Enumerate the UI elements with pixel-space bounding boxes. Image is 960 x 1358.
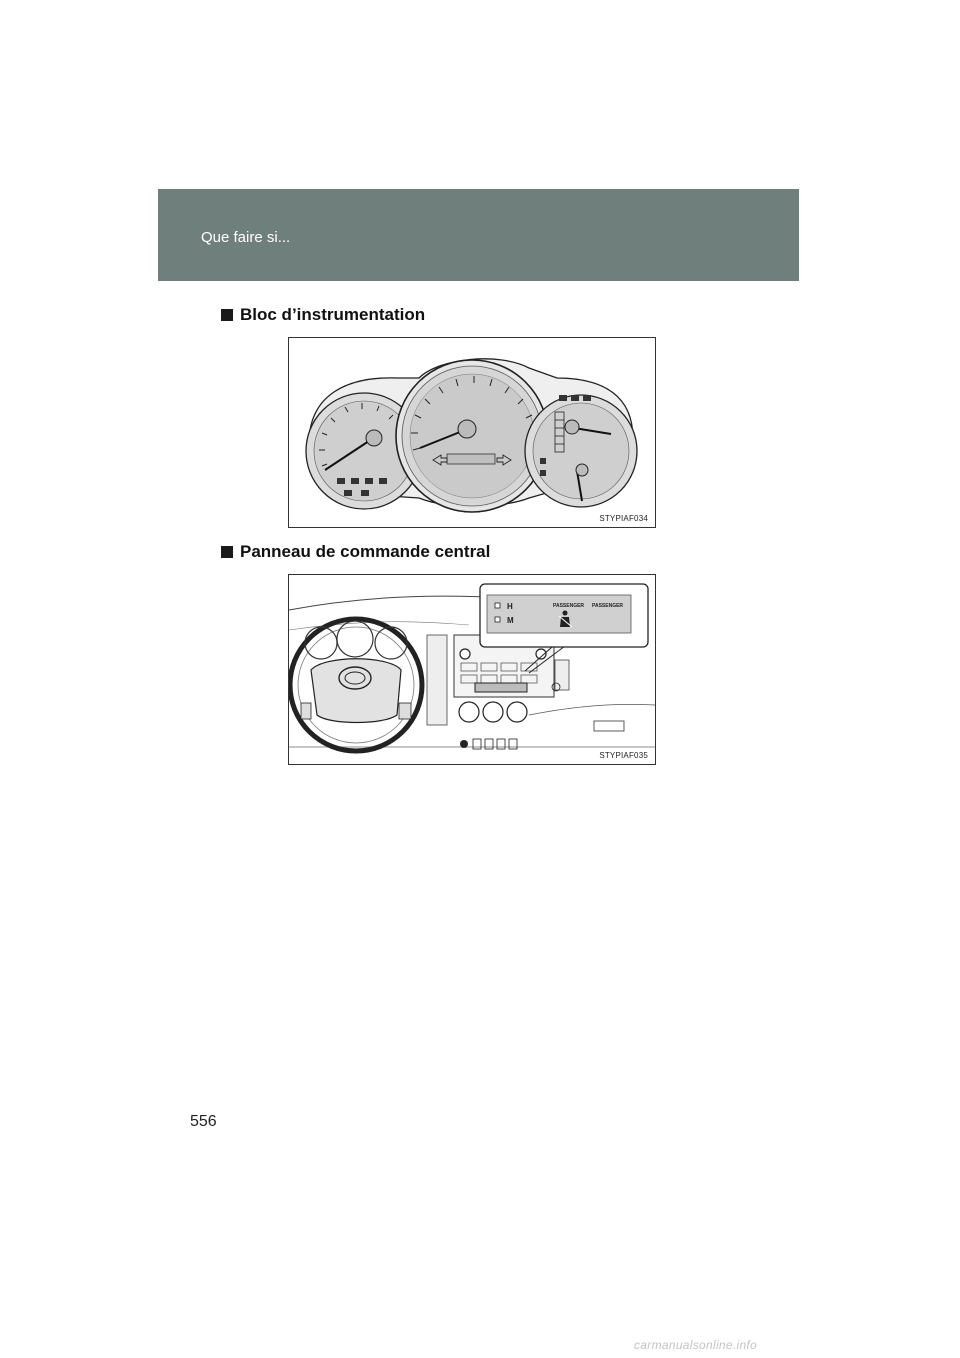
passenger-label-right: PASSENGER xyxy=(592,603,624,609)
indicator-h-label: H xyxy=(507,602,513,611)
center-panel-illustration xyxy=(289,575,655,764)
section-heading-instrument-cluster xyxy=(221,305,425,325)
section-heading-text: Panneau de commande central xyxy=(240,542,491,561)
figure-center-panel xyxy=(288,574,656,765)
header-title: Que faire si... xyxy=(201,229,291,246)
indicator-m-label: M xyxy=(507,616,514,625)
figure-code-label: STYPIAF034 xyxy=(599,514,648,523)
square-bullet-icon xyxy=(221,546,233,558)
square-bullet-icon xyxy=(221,309,233,321)
figure-instrument-cluster xyxy=(288,337,656,528)
passenger-label-left: PASSENGER xyxy=(553,603,585,609)
instrument-cluster-illustration xyxy=(289,338,655,527)
section-heading-center-panel xyxy=(221,542,490,562)
header-band xyxy=(158,189,799,281)
section-heading-text: Bloc d’instrumentation xyxy=(240,305,426,324)
page-number: 556 xyxy=(190,1113,217,1130)
figure-code-label: STYPIAF035 xyxy=(599,751,648,760)
watermark: carmanualsonline.info xyxy=(634,1338,758,1352)
